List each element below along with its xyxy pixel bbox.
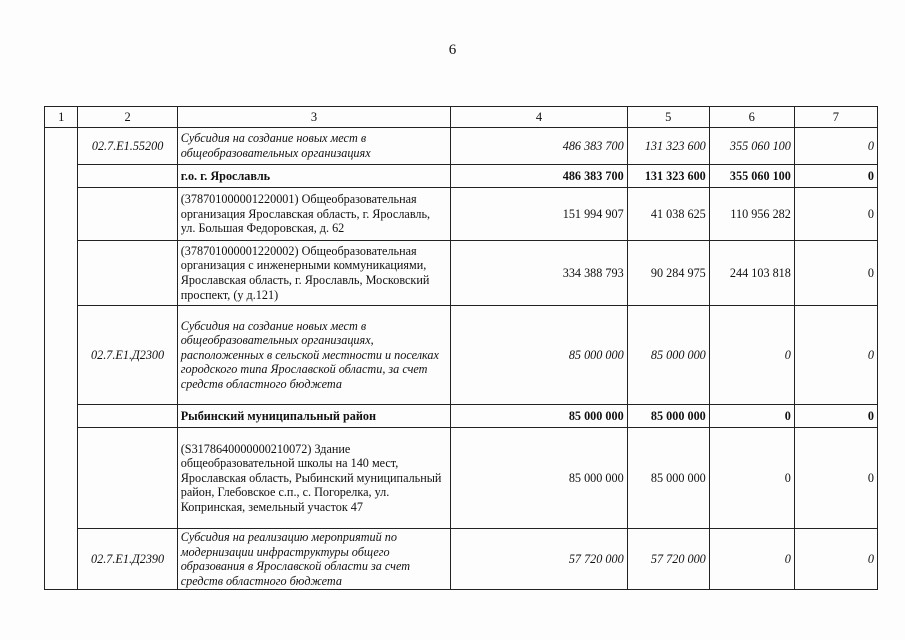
column-header-5: 5 [627, 107, 709, 128]
value-col4-cell: 486 383 700 [451, 128, 627, 165]
value-col5-cell: 90 284 975 [627, 241, 709, 306]
description-cell: (378701000001220002) Общеобразовательная организация с инженерными коммуникациями, Ярославская область, г. Ярославль, Московский проспект, (у д.121) [177, 241, 451, 306]
budget-code-cell: 02.7.E1.Д2390 [78, 529, 177, 590]
column-header-2: 2 [78, 107, 177, 128]
value-col4-cell: 334 388 793 [451, 241, 627, 306]
value-col5-cell: 85 000 000 [627, 428, 709, 529]
table-row [45, 405, 878, 428]
value-col5-cell: 41 038 625 [627, 188, 709, 241]
description-cell: г.о. г. Ярославль [177, 165, 451, 188]
description-cell: (S3178640000000210072) Здание общеобразовательной школы на 140 мест, Ярославская область, Рыбинский муниципальный район, Глебовское с.п., с. Погорелка, ул. Копринская, земельный участок 47 [177, 428, 451, 529]
column-header-1: 1 [45, 107, 78, 128]
value-col4-cell: 85 000 000 [451, 428, 627, 529]
value-col4-cell: 486 383 700 [451, 165, 627, 188]
value-col4-cell: 85 000 000 [451, 405, 627, 428]
value-col6-cell: 244 103 818 [709, 241, 794, 306]
value-col7-cell: 0 [794, 306, 877, 405]
value-col7-cell: 0 [794, 128, 877, 165]
value-col7-cell: 0 [794, 188, 877, 241]
budget-code-cell [78, 428, 177, 529]
column-header-4: 4 [451, 107, 627, 128]
budget-code-cell [78, 405, 177, 428]
table-row [45, 306, 878, 405]
header-row [45, 107, 878, 128]
table-row [45, 529, 878, 590]
value-col5-cell: 131 323 600 [627, 165, 709, 188]
table-row [45, 128, 878, 165]
value-col4-cell: 57 720 000 [451, 529, 627, 590]
description-cell: Субсидия на создание новых мест в общеобразовательных организациях, расположенных в сельской местности и поселках городского типа Ярославской области, за счет средств областного бюджета [177, 306, 451, 405]
value-col6-cell: 355 060 100 [709, 165, 794, 188]
table-row [45, 165, 878, 188]
page-number: 6 [448, 42, 457, 58]
value-col7-cell: 0 [794, 428, 877, 529]
description-cell: Рыбинский муниципальный район [177, 405, 451, 428]
column-header-7: 7 [794, 107, 877, 128]
description-cell: Субсидия на создание новых мест в общеобразовательных организациях [177, 128, 451, 165]
column-header-6: 6 [709, 107, 794, 128]
value-col5-cell: 85 000 000 [627, 405, 709, 428]
description-cell: (378701000001220001) Общеобразовательная организация Ярославская область, г. Ярославль, ул. Большая Федоровская, д. 62 [177, 188, 451, 241]
budget-code-cell [78, 241, 177, 306]
value-col7-cell: 0 [794, 241, 877, 306]
description-cell: Субсидия на реализацию мероприятий по модернизации инфраструктуры общего образования в Ярославской области за счет средств областного бюджета [177, 529, 451, 590]
value-col4-cell: 85 000 000 [451, 306, 627, 405]
table-row [45, 241, 878, 306]
value-col7-cell: 0 [794, 165, 877, 188]
value-col4-cell: 151 994 907 [451, 188, 627, 241]
value-col7-cell: 0 [794, 529, 877, 590]
table-row [45, 188, 878, 241]
table-row [45, 428, 878, 529]
value-col6-cell: 110 956 282 [709, 188, 794, 241]
value-col5-cell: 57 720 000 [627, 529, 709, 590]
budget-code-cell [78, 165, 177, 188]
value-col5-cell: 85 000 000 [627, 306, 709, 405]
value-col6-cell: 355 060 100 [709, 128, 794, 165]
value-col6-cell: 0 [709, 405, 794, 428]
cell-col1-merged [45, 128, 78, 590]
value-col6-cell: 0 [709, 428, 794, 529]
value-col5-cell: 131 323 600 [627, 128, 709, 165]
budget-code-cell: 02.7.E1.Д2300 [78, 306, 177, 405]
budget-code-cell: 02.7.E1.55200 [78, 128, 177, 165]
budget-table [44, 106, 878, 590]
budget-code-cell [78, 188, 177, 241]
value-col6-cell: 0 [709, 529, 794, 590]
value-col6-cell: 0 [709, 306, 794, 405]
value-col7-cell: 0 [794, 405, 877, 428]
column-header-3: 3 [177, 107, 451, 128]
